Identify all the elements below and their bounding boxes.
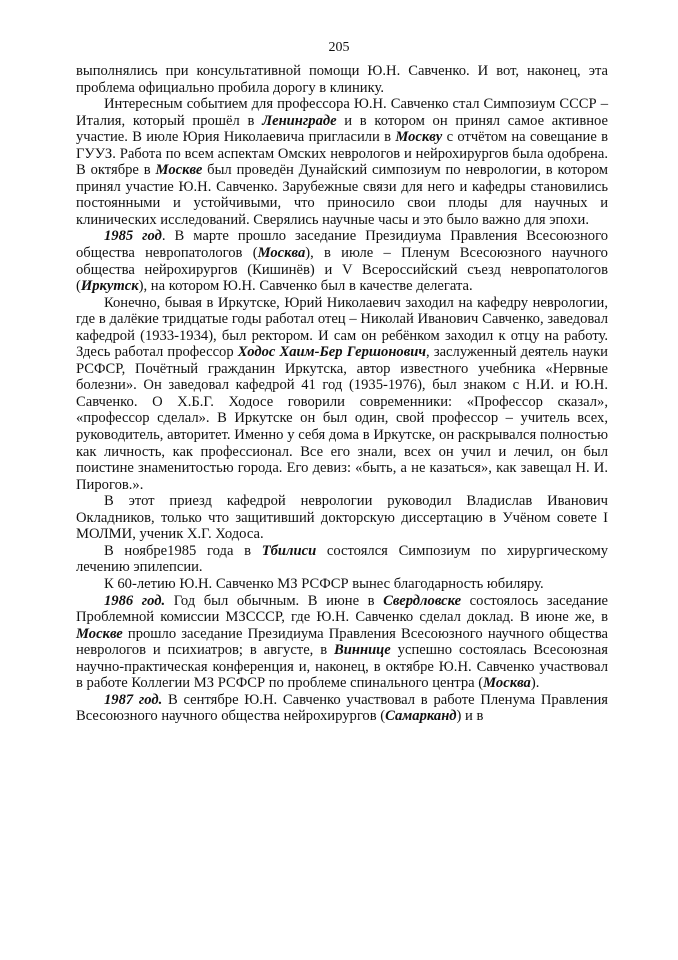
text-run: Интересным событием для профессора Ю.Н. Савченко стал Симпозиум СССР – Италия, который прошёл в bbox=[76, 96, 608, 129]
text-run: Конечно, бывая в Иркутске, Юрий Николаевич заходил на кафедру неврологии, где в далёкие тридцатые годы работал отец – Николай Иванович Савченко, заведовал кафедрой (1933-1934), был ректором. И сам он ребёнком заходил к отцу на работу. Здесь работал профессор bbox=[76, 294, 608, 361]
text-run: В ноябре1985 года в bbox=[104, 542, 262, 559]
emphasized-text: Виннице bbox=[334, 642, 391, 659]
paragraph bbox=[76, 493, 608, 543]
emphasized-text: Самарканд bbox=[385, 708, 457, 725]
text-run: К 60-летию Ю.Н. Савченко МЗ РСФСР вынес благодарность юбиляру. bbox=[104, 575, 544, 592]
paragraph bbox=[76, 593, 608, 692]
text-run: и в котором он принял самое активное участие. В июле Юрия Николаевича пригласили в bbox=[76, 112, 609, 146]
text-run: ) и в bbox=[456, 708, 484, 725]
text-run: , заслуженный деятель науки РСФСР, Почётный гражданин Иркутска, автор известного учебника «Нервные болезни». Он заведовал кафедрой 41 год (1935-1976), был знаком с Н.И. и Ю.Н. Савченко. О Х.Б.Г. Ходосе говорили современники: «Профессор сказал», «профессор сделал». В Иркутске он был один, свой профессор – учитель всех, руководитель, авторитет. Именно у себя дома в Иркутске, он раскрывался полностью как личность, как профессионал. Все его знали, всех он учил и лечил, он был поистине знаменитостью города. Его девиз: «быть, а не казаться», как завещал Н. И. Пирогов.». bbox=[76, 344, 608, 493]
emphasized-text: Ходос Хаим-Бер Гершонович bbox=[237, 344, 427, 361]
emphasized-text: 1985 год bbox=[104, 228, 162, 245]
text-run: был проведён Дунайский симпозиум по неврологии, в котором принял участие Ю.Н. Савченко. Зарубежные связи для него и кафедры становились постоянными и устойчивыми, что приносило свои плоды для научных и клинических исследований. Сверялись научные часы и это было важно для эпохи. bbox=[76, 162, 608, 228]
text-run: ), на котором Ю.Н. Савченко был в качестве делегата. bbox=[138, 278, 473, 295]
paragraph bbox=[76, 295, 608, 494]
text-run: успешно состоялась Всесоюзная научно-практическая конференция и, наконец, в октябре Ю.Н. Савченко участвовал в работе Коллегии МЗ РСФСР по проблеме спинального центра ( bbox=[76, 642, 608, 692]
text-run: выполнялись при консультативной помощи Ю.Н. Савченко. И вот, наконец, эта проблема официально пробила дорогу в клинику. bbox=[76, 63, 608, 96]
emphasized-text: 1986 год. bbox=[104, 592, 166, 609]
paragraph bbox=[76, 63, 608, 96]
paragraph bbox=[76, 543, 608, 576]
page-number: 205 bbox=[328, 40, 350, 55]
text-run: состоялся Симпозиум по хирургическому лечению эпилепсии. bbox=[76, 542, 608, 576]
text-run: состоялось заседание Проблемной комиссии МЗСССР, где Ю.Н. Савченко сделал доклад. В июне же, в bbox=[76, 592, 609, 626]
emphasized-text: Москве bbox=[76, 625, 123, 642]
emphasized-text: Ленинграде bbox=[262, 112, 337, 129]
emphasized-text: 1987 год. bbox=[104, 691, 163, 708]
paragraph bbox=[76, 96, 608, 228]
text-run: . В марте прошло заседание Президиума Правления Всесоюзного общества невропатологов ( bbox=[76, 228, 608, 262]
emphasized-text: Москва bbox=[257, 245, 306, 262]
paragraph bbox=[76, 692, 608, 725]
text-run: ). bbox=[530, 675, 540, 692]
text-run: с отчётом на совещание в ГУУЗ. Работа по всем аспектам Омских неврологов и нейрохирургов была одобрена. В октябре в bbox=[76, 129, 608, 179]
text-run: прошло заседание Президиума Правления Всесоюзного научного общества неврологов и психиатров; в августе, в bbox=[76, 625, 608, 659]
paragraph bbox=[76, 576, 608, 593]
emphasized-text: Москва bbox=[483, 675, 531, 692]
paragraph bbox=[76, 228, 608, 294]
emphasized-text: Иркутск bbox=[80, 278, 139, 295]
text-run: В этот приезд кафедрой неврологии руководил Владислав Иванович Окладников, только что защитивший докторскую диссертацию в Учёном совете I МОЛМИ, ученик Х.Г. Ходоса. bbox=[76, 493, 608, 543]
text-run: ), в июле – Пленум Всесоюзного научного общества нейрохирургов (Кишинёв) и V Всероссийский съезд невропатологов ( bbox=[76, 245, 608, 295]
page-body bbox=[76, 63, 608, 725]
text-run: В сентябре Ю.Н. Савченко участвовал в работе Пленума Правления Всесоюзного научного общества нейрохирургов ( bbox=[76, 691, 609, 725]
text-run: Год был обычным. В июне в bbox=[165, 592, 384, 609]
emphasized-text: Москве bbox=[155, 162, 203, 179]
emphasized-text: Тбилиси bbox=[261, 542, 317, 559]
emphasized-text: Свердловске bbox=[383, 592, 462, 609]
emphasized-text: Москву bbox=[395, 129, 443, 146]
